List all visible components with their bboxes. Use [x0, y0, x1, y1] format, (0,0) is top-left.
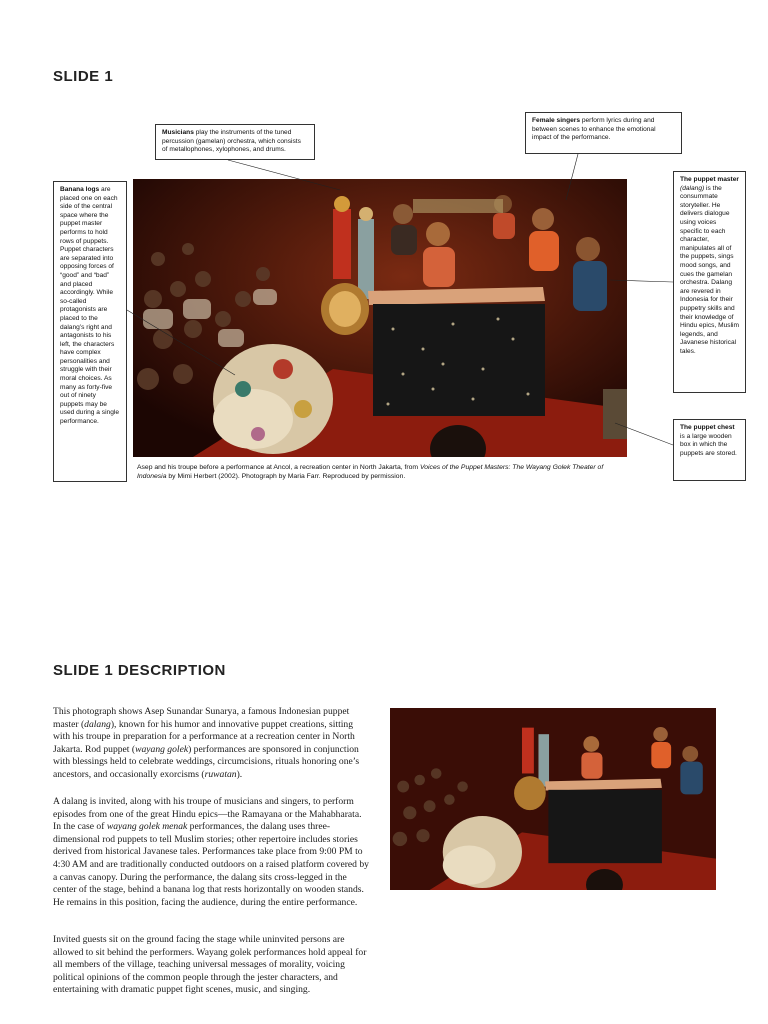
desc-p1-dalang: dalang [84, 718, 111, 730]
callout-female-singers-text: perform lyrics during and between scenes to enhance the emotional impact of the performance. [532, 117, 656, 142]
callout-musicians [155, 124, 315, 160]
callout-puppet-chest-term: The puppet chest [680, 424, 735, 431]
desc-p3: Invited guests sit on the ground facing the stage while uninvited persons are allowed to sit behind the performers. Wayang golek performances hold appeal for all members of the village, teaching universal messages of morality, voicing political opinions of the common people through the jester characters, and entertaining with dramatic puppet fight scenes, music, and singing. [53, 934, 367, 996]
caption-book-title: Voices of the Puppet Masters: The Wayang Golek Theater of Indonesia [137, 464, 604, 480]
slide-title: SLIDE 1 [53, 68, 114, 85]
callout-puppet-chest-text: is a large wooden box in which the puppets are stored. [680, 432, 737, 457]
callout-puppet-chest [673, 419, 746, 481]
callout-puppet-master-paren: (dalang) [680, 184, 705, 192]
description-title: SLIDE 1 DESCRIPTION [53, 662, 226, 679]
callout-female-singers-term: Female singers [532, 117, 581, 124]
description-paragraph-2 [53, 796, 371, 909]
callout-banana-logs-term: Banana logs [60, 186, 100, 193]
photo-caption [137, 463, 632, 481]
desc-p2-a: A dalang is invited, along with his troupe of musicians and singers, to perform episodes from one of the great Hindu epics—the Ramayana or the Mahabharata. In the case of [53, 796, 362, 833]
desc-p2-c: performances, the dalang uses three-dimensional rod puppets to tell Muslim stories; other repertoire includes stories derived from historical Javanese tales. Performances take place from 9:00 PM to 4:30 AM and are traditionally conducted outdoors on a raised platform covered by a canvas canopy. During the performance, the dalang sits cross-legged in the center of the stage, behind a banana log that rests horizontally on wooden stands. He remains in this position, facing the audience, during the entire performance. [53, 821, 369, 908]
callout-banana-logs-text: are placed one on each side of the central space where the puppet master performs to hold rows of puppets. Puppet characters are separated into opposing forces of “good” and “bad” and placed accordingly. While so-called protagonists are placed to the dalang’s right and antagonists to his left, the characters have complex personalities and struggle with their moral choices. As many as forty-five out of ninety puppets may be used during a single performance. [60, 186, 120, 426]
caption-tail: by Mimi Herbert (2002). Photograph by Maria Farr. Reproduced by permission. [166, 473, 406, 480]
main-photo [133, 179, 627, 457]
desc-p1-a: This photograph shows Asep Sunandar Sunarya, a famous Indonesian puppet master ( [53, 706, 350, 730]
desc-p2-wayang-golek-menak: wayang golek menak [106, 821, 188, 833]
caption-lead: Asep and his troupe before a performance at Ancol, a recreation center in North Jakarta, from [137, 464, 420, 471]
callout-puppet-master [673, 171, 746, 393]
description-paragraph-1 [53, 706, 371, 782]
callout-puppet-master-term: The puppet master [680, 176, 739, 183]
callout-musicians-term: Musicians [162, 129, 194, 136]
description-paragraph-3 [53, 934, 371, 997]
description-photo [390, 708, 716, 890]
callout-puppet-master-text: is the consummate storyteller. He delivers dialogue using voices specific to each character, manipulates all of the puppets, sings mood songs, and cues the gamelan orchestra. Dalang are revered in Indonesia for their puppetry skills and their knowledge of Hindu epics, Muslim legends, and Javanese historical tales. [680, 184, 739, 355]
desc-p1-c: ), known for his humor and innovative puppet creations, sitting with his troupe in preparation for a performance at a recreation center in North Jakarta. Rod puppet ( [53, 718, 355, 755]
desc-p1-e: ) performances are sponsored in conjunction with blessings held to celebrate weddings, circumcisions, rituals honoring one’s ancestors, and occasionally exorcisms ( [53, 743, 360, 780]
desc-p1-ruwatan: ruwatan [204, 768, 237, 780]
callout-banana-logs [53, 181, 127, 482]
desc-p1-wayang-golek: wayang golek [135, 743, 189, 755]
callout-musicians-text: play the instruments of the tuned percussion (gamelan) orchestra, which consists of metallophones, xylophones, and drums. [162, 129, 301, 154]
callout-female-singers [525, 112, 682, 154]
desc-p1-g: ). [236, 768, 243, 780]
